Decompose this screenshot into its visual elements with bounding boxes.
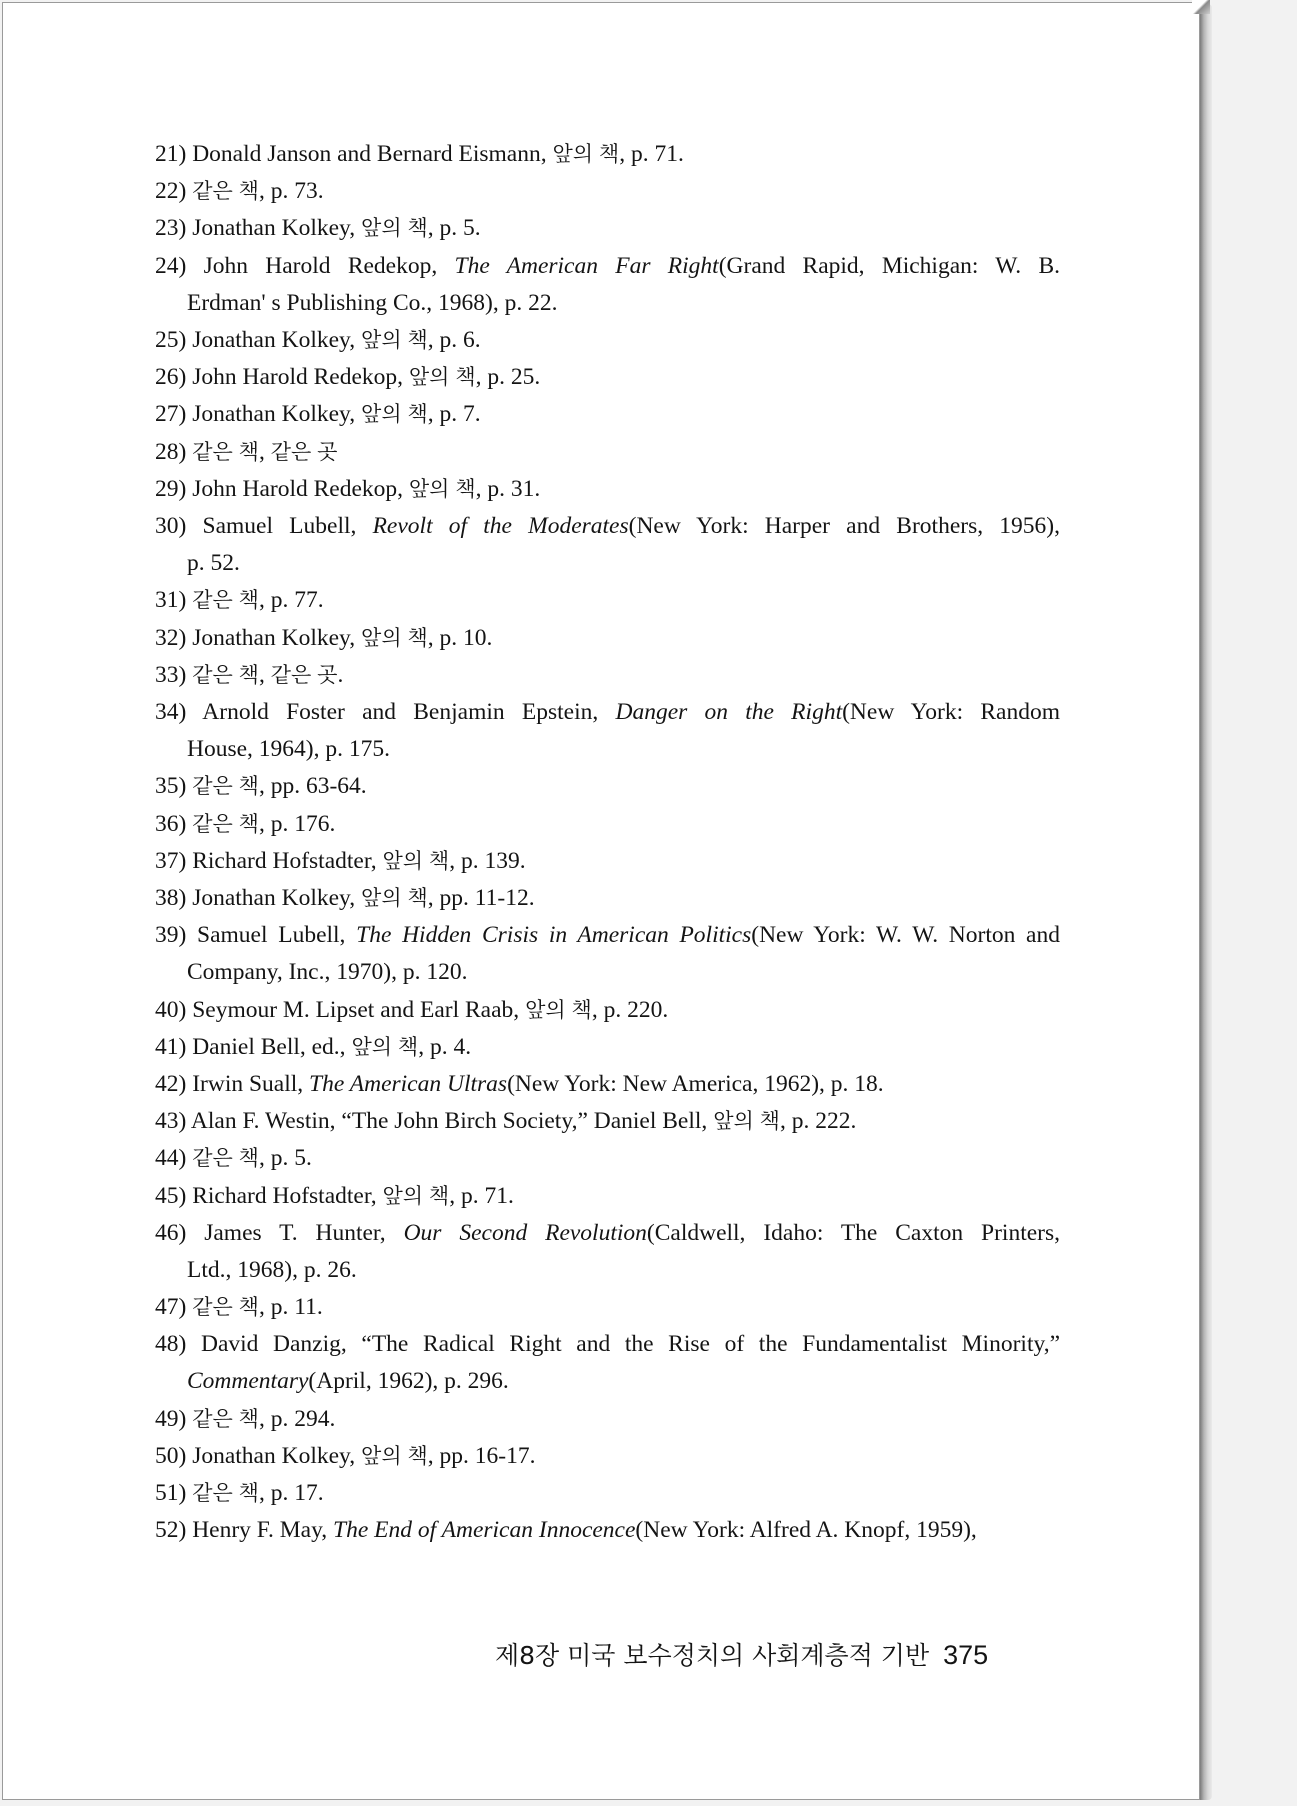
footnote-number: 35)	[155, 773, 193, 800]
footnote-22	[155, 173, 1060, 210]
footnote-45	[155, 1178, 1060, 1215]
footnote-number: 31)	[155, 587, 193, 614]
footnote-26	[155, 359, 1060, 396]
footnote-number: 44)	[155, 1145, 193, 1172]
footnote-number: 50)	[155, 1443, 193, 1469]
footnote-text: Irwin Suall, The American Ultras(New York: New America, 1962), p. 18.	[192, 1071, 884, 1097]
footnote-49	[155, 1401, 1060, 1438]
footnote-23	[155, 210, 1060, 247]
cited-title: Our Second Revolution	[403, 1219, 647, 1246]
footnote-number: 41)	[155, 1033, 193, 1060]
cited-title: Danger on the Right	[615, 699, 843, 725]
footnote-continuation: House, 1964), p. 175.	[187, 736, 390, 762]
footnote-text: Henry F. May, The End of American Innocence(New York: Alfred A. Knopf, 1959),	[192, 1517, 977, 1544]
footnote-number: 33)	[155, 661, 193, 688]
cited-title: The Hidden Crisis in American Politics	[356, 922, 752, 949]
footnote-text: 같은 책, 같은 곳.	[192, 661, 344, 688]
footnote-text: Jonathan Kolkey, 앞의 책, p. 6.	[192, 327, 481, 353]
footnote-50	[155, 1438, 1060, 1475]
footnote-30	[155, 508, 1060, 582]
footnote-number: 25)	[155, 327, 193, 353]
footnote-text: John Harold Redekop, 앞의 책, p. 25.	[192, 364, 541, 391]
footnote-34	[155, 694, 1060, 768]
footnote-text: John Harold Redekop, 앞의 책, p. 31.	[192, 475, 541, 502]
footnote-number: 34)	[155, 699, 203, 725]
footnote-text: Daniel Bell, ed., 앞의 책, p. 4.	[192, 1033, 472, 1060]
footnote-number: 47)	[155, 1294, 193, 1321]
footnote-35	[155, 768, 1060, 805]
footnote-36	[155, 806, 1060, 843]
footnote-text: Richard Hofstadter, 앞의 책, p. 71.	[192, 1182, 514, 1209]
footnote-51	[155, 1475, 1060, 1512]
footnote-number: 28)	[155, 438, 193, 465]
footnote-number: 22)	[155, 178, 193, 205]
footnote-52	[155, 1512, 1060, 1549]
footnote-number: 42)	[155, 1071, 193, 1097]
footnote-continuation: p. 52.	[187, 550, 240, 576]
footnote-text: Jonathan Kolkey, 앞의 책, pp. 11-12.	[192, 885, 535, 911]
footnote-text: 같은 책, pp. 63-64.	[192, 773, 367, 800]
footnote-text: Samuel Lubell, The Hidden Crisis in American Politics(New York: W. W. Norton and	[197, 922, 1060, 949]
footnote-number: 46)	[155, 1219, 205, 1246]
footnote-47	[155, 1289, 1060, 1326]
footnote-text: Arnold Foster and Benjamin Epstein, Danger on the Right(New York: Random	[202, 699, 1061, 725]
footnote-text: John Harold Redekop, The American Far Right(Grand Rapid, Michigan: W. B.	[203, 252, 1060, 279]
footnote-39	[155, 917, 1060, 991]
footnote-number: 48)	[155, 1331, 201, 1358]
footnote-number: 23)	[155, 215, 193, 242]
footnote-33	[155, 657, 1060, 694]
footnote-29	[155, 471, 1060, 508]
footnote-number: 49)	[155, 1405, 193, 1432]
footnote-continuation: Company, Inc., 1970), p. 120.	[187, 959, 468, 986]
footnote-number: 29)	[155, 475, 193, 502]
footnote-text: Richard Hofstadter, 앞의 책, p. 139.	[192, 847, 526, 874]
footnote-28	[155, 434, 1060, 471]
footnote-number: 51)	[155, 1480, 193, 1507]
page-footer	[495, 1636, 1015, 1672]
footnote-number: 38)	[155, 885, 193, 911]
footnote-24	[155, 248, 1060, 322]
cited-title: The American Ultras	[309, 1071, 508, 1097]
footnote-40	[155, 992, 1060, 1029]
footnote-44	[155, 1140, 1060, 1177]
footnote-continuation: Commentary(April, 1962), p. 296.	[187, 1368, 509, 1395]
footnote-text: 같은 책, p. 73.	[192, 178, 324, 205]
footnote-42	[155, 1066, 1060, 1103]
cited-title: Commentary	[187, 1368, 309, 1395]
footnote-text: Jonathan Kolkey, 앞의 책, pp. 16-17.	[192, 1443, 536, 1469]
footnote-text: Donald Janson and Bernard Eismann, 앞의 책, p. 71.	[192, 141, 684, 167]
page-number: 375	[943, 1640, 989, 1670]
footnote-text: James T. Hunter, Our Second Revolution(Caldwell, Idaho: The Caxton Printers,	[204, 1219, 1061, 1246]
footnote-continuation: Erdman' s Publishing Co., 1968), p. 22.	[187, 289, 558, 316]
footnote-text: 같은 책, 같은 곳	[192, 438, 338, 465]
footnote-text: Jonathan Kolkey, 앞의 책, p. 5.	[192, 215, 481, 242]
footnote-number: 21)	[155, 141, 193, 167]
footnote-text: Alan F. Westin, “The John Birch Society,” Daniel Bell, 앞의 책, p. 222.	[190, 1108, 857, 1135]
chapter-running-title: 제8장 미국 보수정치의 사회계층적 기반	[495, 1641, 930, 1670]
footnote-41	[155, 1029, 1060, 1066]
footnote-32	[155, 620, 1060, 657]
footnote-21	[155, 136, 1060, 173]
footnote-continuation: Ltd., 1968), p. 26.	[187, 1256, 357, 1283]
footnote-number: 37)	[155, 847, 193, 874]
footnote-text: 같은 책, p. 176.	[192, 810, 336, 837]
footnote-46	[155, 1215, 1060, 1289]
footnote-text: Samuel Lubell, Revolt of the Moderates(New York: Harper and Brothers, 1956),	[202, 513, 1060, 539]
footnote-text: 같은 책, p. 294.	[192, 1405, 336, 1432]
footnote-number: 40)	[155, 996, 193, 1023]
cited-title: The American Far Right	[454, 252, 719, 279]
footnote-text: Jonathan Kolkey, 앞의 책, p. 10.	[192, 624, 493, 651]
footnote-43	[155, 1103, 1060, 1140]
footnote-number: 32)	[155, 624, 193, 651]
cited-title: Revolt of the Moderates	[372, 513, 629, 539]
footnote-number: 39)	[155, 922, 198, 949]
footnote-48	[155, 1326, 1060, 1400]
footnote-text: 같은 책, p. 5.	[192, 1145, 312, 1172]
footnote-number: 36)	[155, 810, 193, 837]
footnote-number: 30)	[155, 513, 203, 539]
footnote-text: 같은 책, p. 17.	[192, 1480, 324, 1507]
footnote-text: 같은 책, p. 11.	[192, 1294, 323, 1321]
footnote-number: 43)	[155, 1108, 191, 1135]
footnote-text: 같은 책, p. 77.	[192, 587, 324, 614]
footnote-text: Seymour M. Lipset and Earl Raab, 앞의 책, p. 220.	[192, 996, 669, 1023]
footnote-27	[155, 396, 1060, 433]
footnote-25	[155, 322, 1060, 359]
footnote-number: 52)	[155, 1517, 193, 1544]
footnote-text: David Danzig, “The Radical Right and the Rise of the Fundamentalist Minority,”	[200, 1331, 1060, 1358]
footnote-number: 24)	[155, 252, 204, 279]
footnote-37	[155, 843, 1060, 880]
footnote-number: 27)	[155, 401, 193, 428]
footnote-text: Jonathan Kolkey, 앞의 책, p. 7.	[192, 401, 481, 428]
footnote-31	[155, 582, 1060, 619]
footnote-38	[155, 880, 1060, 917]
cited-title: The End of American Innocence	[333, 1517, 636, 1544]
footnote-number: 45)	[155, 1182, 193, 1209]
footnote-number: 26)	[155, 364, 193, 391]
